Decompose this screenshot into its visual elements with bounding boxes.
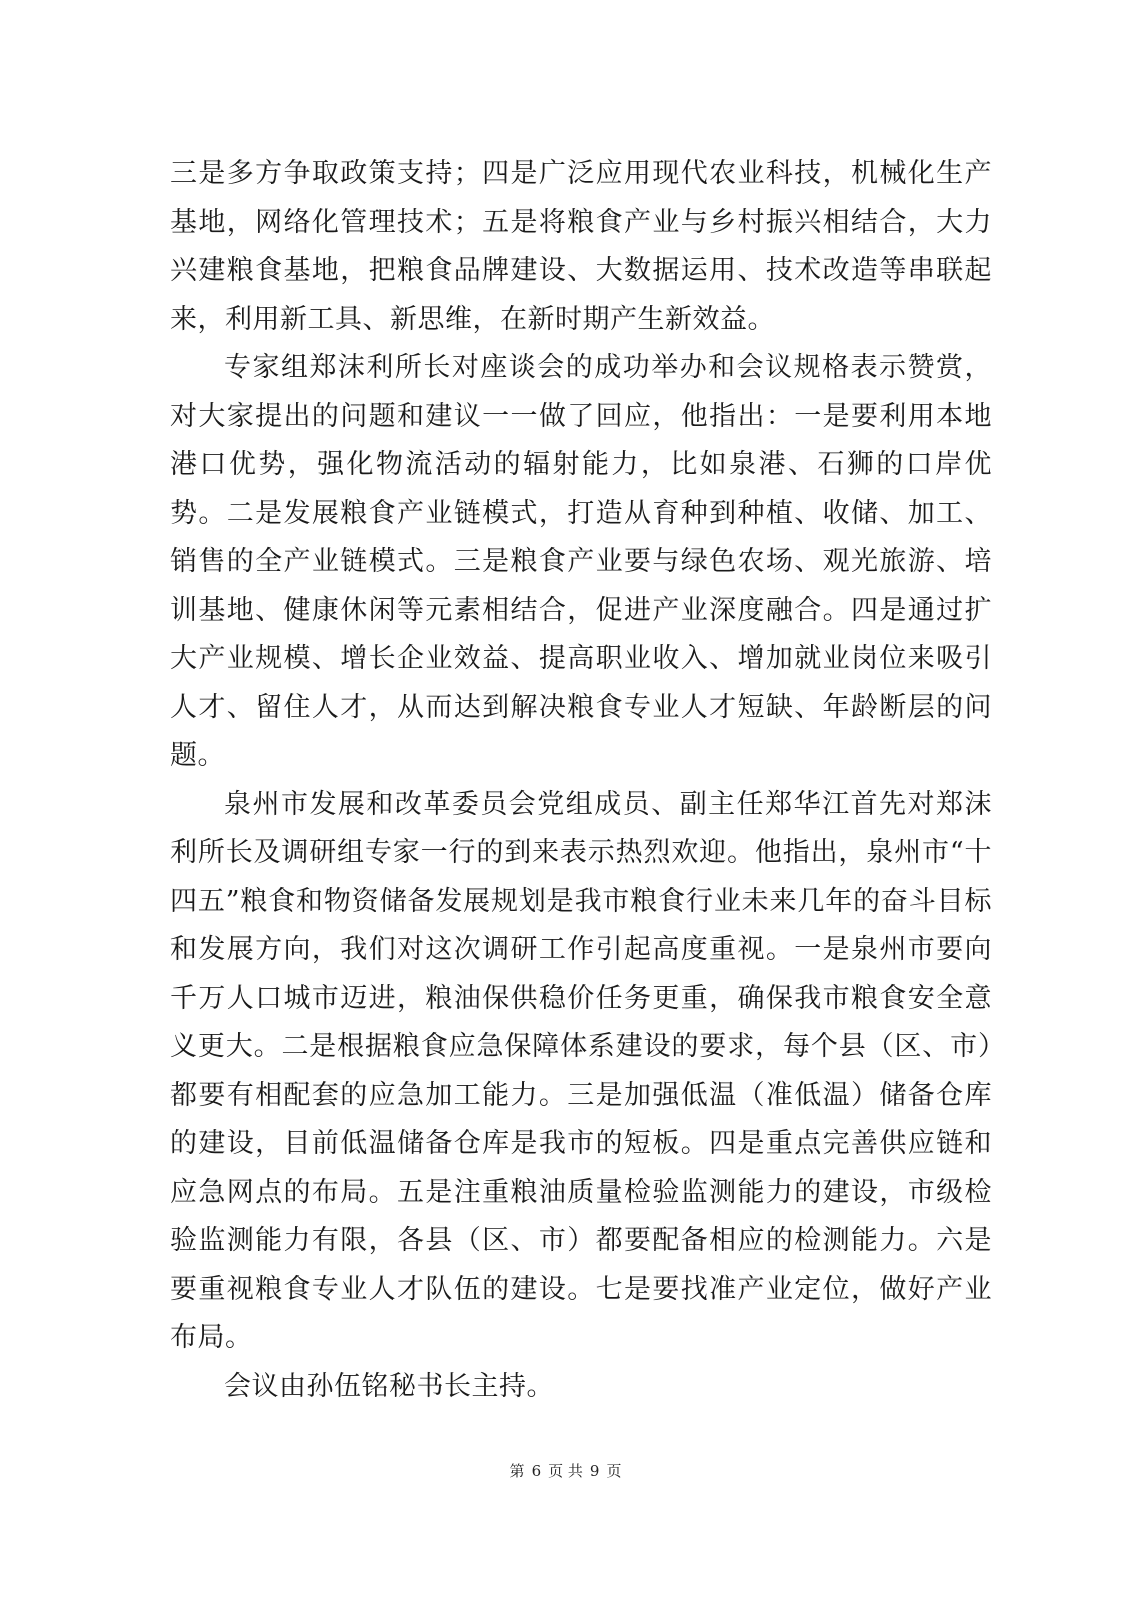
paragraph-deputy-director-remarks: 泉州市发展和改革委员会党组成员、副主任郑华江首先对郑沫利所长及调研组专家一行的到来表示热烈欢迎。他指出，泉州市“十四五”粮食和物资储备发展规划是我市粮食行业未来几年的奋斗目标和发展方向，我们对这次调研工作引起高度重视。一是泉州市要向千万人口城市迈进，粮油保供稳价任务更重，确保我市粮食安全意义更大。二是根据粮食应急保障体系建设的要求，每个县（区、市）都要有相配套的应急加工能力。三是加强低温（准低温）储备仓库的建设，目前低温储备仓库是我市的短板。四是重点完善供应链和应急网点的布局。五是注重粮油质量检验监测能力的建设，市级检验监测能力有限，各县（区、市）都要配备相应的检测能力。六是要重视粮食专业人才队伍的建设。七是要找准产业定位，做好产业布局。 <box>170 788 992 1353</box>
footer-current-page: 6 <box>531 1462 542 1480</box>
footer-total-pages: 9 <box>589 1462 600 1480</box>
page-footer <box>0 1461 1131 1481</box>
footer-suffix: 页 <box>606 1462 622 1480</box>
footer-prefix: 第 <box>509 1462 525 1480</box>
paragraph-expert-response: 专家组郑沫利所长对座谈会的成功举办和会议规格表示赞赏，对大家提出的问题和建议一一做了回应，他指出：一是要利用本地港口优势，强化物流活动的辐射能力，比如泉港、石狮的口岸优势。二是发展粮食产业链模式，打造从育种到种植、收储、加工、销售的全产业链模式。三是粮食产业要与绿色农场、观光旅游、培训基地、健康休闲等元素相结合，促进产业深度融合。四是通过扩大产业规模、增长企业效益、提高职业收入、增加就业岗位来吸引人才、留住人才，从而达到解决粮食专业人才短缺、年龄断层的问题。 <box>170 352 992 771</box>
paragraph-meeting-host: 会议由孙伍铭秘书长主持。 <box>224 1370 554 1402</box>
footer-middle: 页 共 <box>548 1462 583 1480</box>
paragraph-continuation: 三是多方争取政策支持；四是广泛应用现代农业科技，机械化生产基地，网络化管理技术；五是将粮食产业与乡村振兴相结合，大力兴建粮食基地，把粮食品牌建设、大数据运用、技术改造等串联起来，利用新工具、新思维，在新时期产生新效益。 <box>170 158 992 335</box>
body-text <box>170 150 992 1411</box>
